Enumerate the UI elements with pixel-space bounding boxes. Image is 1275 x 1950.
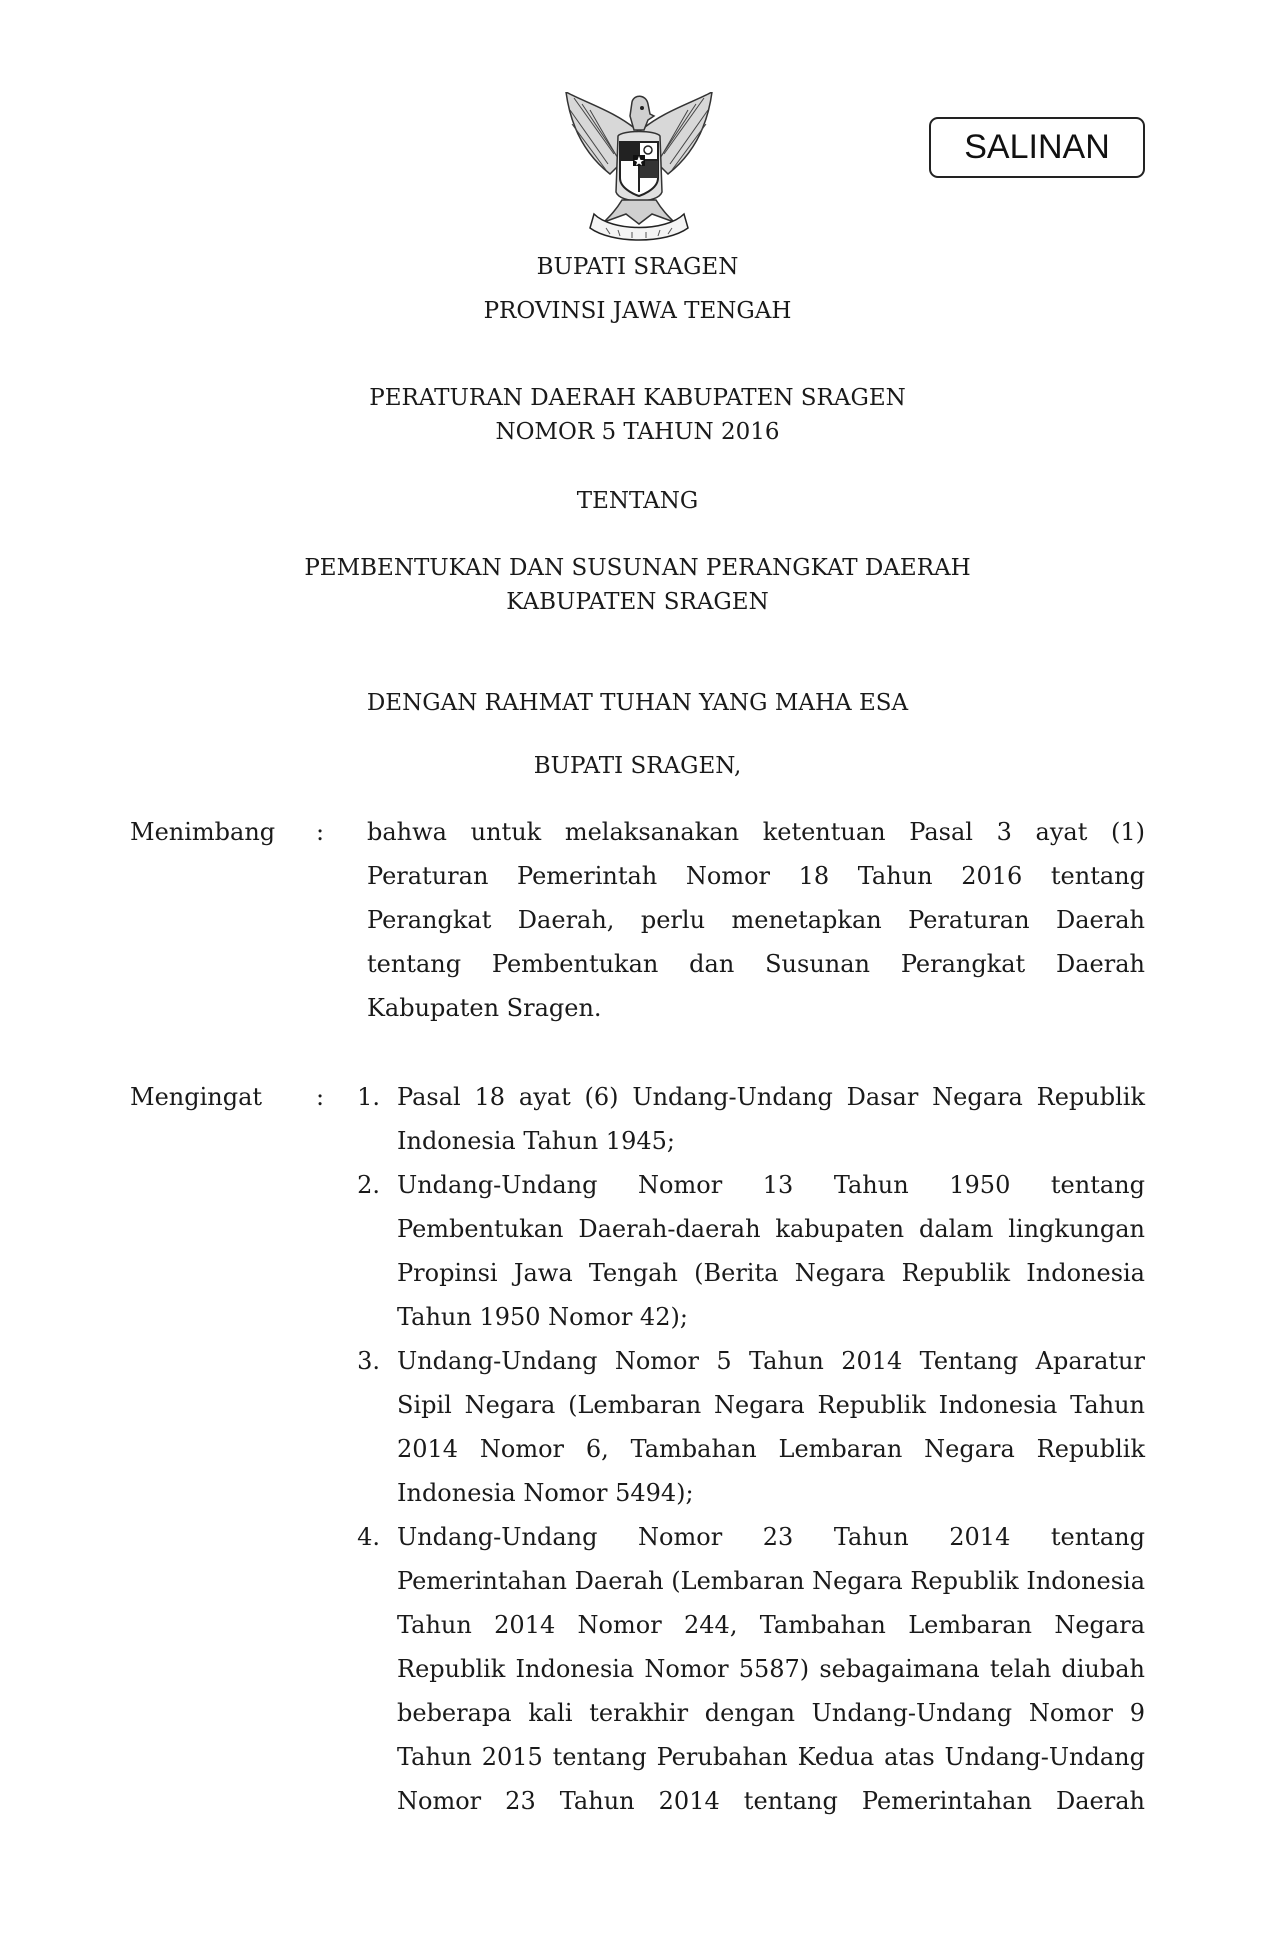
menimbang-label: Menimbang — [130, 818, 276, 846]
mengingat-colon: : — [316, 1083, 325, 1111]
menimbang-colon: : — [316, 818, 325, 846]
mengingat-item-number: 4. — [357, 1523, 380, 1551]
menimbang-line: Kabupaten Sragen. — [367, 994, 602, 1022]
blessing-line: DENGAN RAHMAT TUHAN YANG MAHA ESA — [366, 690, 909, 716]
mengingat-line: Indonesia Nomor 5494); — [397, 1479, 694, 1507]
regulation-title: PERATURAN DAERAH KABUPATEN SRAGEN — [369, 385, 906, 411]
subject-line-2: KABUPATEN SRAGEN — [506, 589, 769, 615]
menimbang-line: Perangkat Daerah, perlu menetapkan Peraturan Daerah — [367, 906, 1145, 934]
mengingat-item-number: 1. — [357, 1083, 380, 1111]
mengingat-line: Tahun 2014 Nomor 244, Tambahan Lembaran Negara — [397, 1611, 1145, 1639]
menimbang-line: Peraturan Pemerintah Nomor 18 Tahun 2016 tentang — [367, 862, 1145, 890]
menimbang-line: tentang Pembentukan dan Susunan Perangkat Daerah — [367, 950, 1145, 978]
mengingat-line: Pemerintahan Daerah (Lembaran Negara Republik Indonesia — [397, 1567, 1146, 1595]
mengingat-line: Undang-Undang Nomor 23 Tahun 2014 tentang — [397, 1523, 1145, 1551]
regent-line: BUPATI SRAGEN, — [533, 753, 742, 779]
mengingat-line: beberapa kali terakhir dengan Undang-Undang Nomor 9 — [397, 1699, 1145, 1727]
mengingat-item-number: 2. — [357, 1171, 380, 1199]
mengingat-label: Mengingat — [130, 1083, 263, 1111]
mengingat-item-number: 3. — [357, 1347, 380, 1375]
mengingat-line: Undang-Undang Nomor 5 Tahun 2014 Tentang Aparatur — [397, 1347, 1145, 1375]
mengingat-item-2 — [397, 1163, 1145, 1339]
mengingat-line: 2014 Nomor 6, Tambahan Lembaran Negara Republik — [397, 1435, 1145, 1463]
about-heading: TENTANG — [576, 488, 699, 514]
province-title: PROVINSI JAWA TENGAH — [483, 298, 792, 324]
mengingat-item-1 — [397, 1075, 1145, 1163]
mengingat-line: Pasal 18 ayat (6) Undang-Undang Dasar Negara Republik — [397, 1083, 1145, 1111]
subject-line-1: PEMBENTUKAN DAN SUSUNAN PERANGKAT DAERAH — [304, 555, 971, 581]
garuda-pancasila-emblem-icon — [562, 92, 716, 242]
mengingat-item-3 — [397, 1339, 1145, 1515]
menimbang-line: bahwa untuk melaksanakan ketentuan Pasal 3 ayat (1) — [367, 818, 1145, 846]
mengingat-line: Tahun 1950 Nomor 42); — [397, 1303, 688, 1331]
mengingat-line: Indonesia Tahun 1945; — [397, 1127, 675, 1155]
issuer-title: BUPATI SRAGEN — [536, 254, 739, 280]
mengingat-line: Nomor 23 Tahun 2014 tentang Pemerintahan Daerah — [397, 1787, 1145, 1815]
menimbang-paragraph — [367, 810, 1145, 1030]
regulation-number: NOMOR 5 TAHUN 2016 — [495, 419, 780, 445]
mengingat-line: Republik Indonesia Nomor 5587) sebagaimana telah diubah — [397, 1655, 1145, 1683]
mengingat-line: Sipil Negara (Lembaran Negara Republik Indonesia Tahun — [397, 1391, 1145, 1419]
mengingat-line: Tahun 2015 tentang Perubahan Kedua atas Undang-Undang — [397, 1743, 1145, 1771]
mengingat-item-4 — [397, 1515, 1145, 1823]
mengingat-line: Undang-Undang Nomor 13 Tahun 1950 tentang — [397, 1171, 1145, 1199]
salinan-stamp: SALINAN — [929, 117, 1145, 178]
mengingat-line: Propinsi Jawa Tengah (Berita Negara Republik Indonesia — [397, 1259, 1145, 1287]
mengingat-line: Pembentukan Daerah-daerah kabupaten dalam lingkungan — [397, 1215, 1145, 1243]
